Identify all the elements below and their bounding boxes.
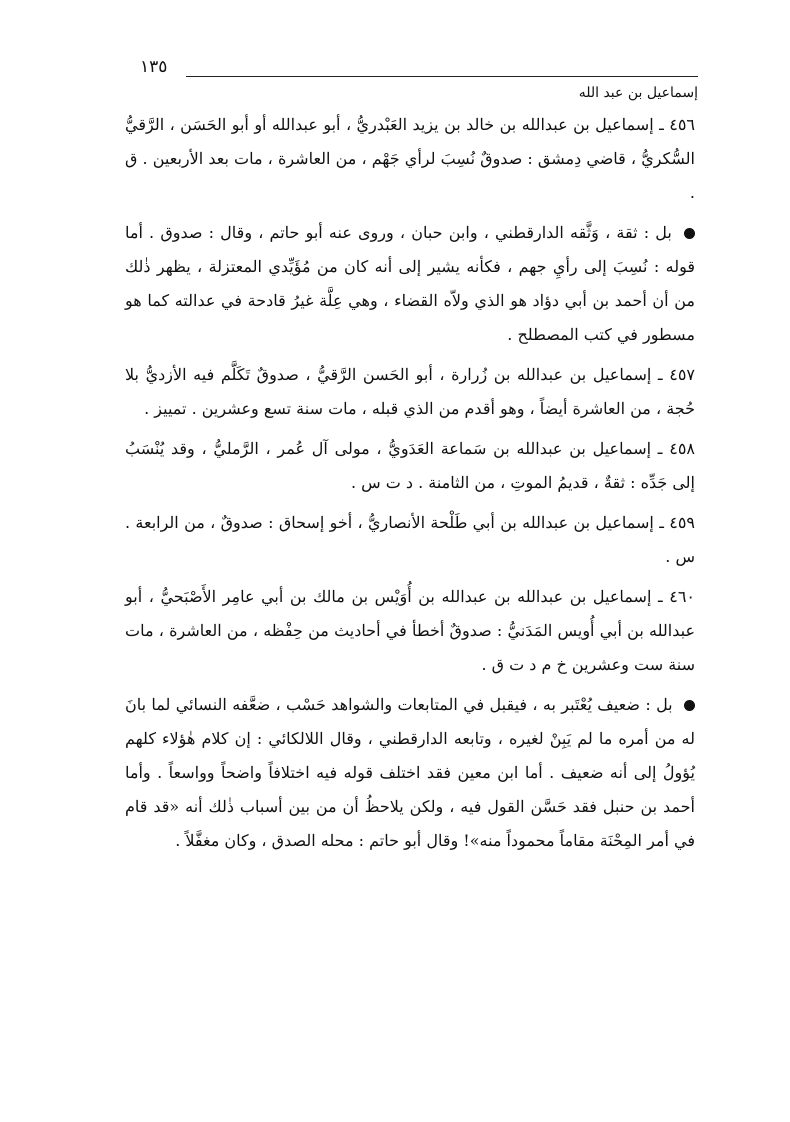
running-title: إسماعيل بن عبد الله [578,85,698,101]
comment-text: بل : ثقة ، وَثَّقه الدارقطني ، وابن حبان ، وروى عنه أبو حاتم ، وقال : صدوق . أما قوله : نُسِبَ إلى رأيِ جهم ، فكأنه يشير إلى أنه كان من مُؤَيِّدي المعتزلة ، يظهر ذٰلك من أن أحمد بن أبي دؤاد هو الذي ولاّه القضاء ، وهي عِلَّة غيرُ قادحة في عدالته كما هو مسطور في كتب المصطلح . [125,223,695,344]
comment-456 [125,216,695,352]
page-body [125,108,695,864]
entry-459 [125,506,695,574]
entry-text: ٤٥٦ ـ إسماعيل بن عبدالله بن خالد بن يزيد العَبْدريُّ ، أبو عبدالله أو أبو الحَسَن ، الرَّقيُّ السُّكريُّ ، قاضي دِمشق : صدوقٌ نُسِبَ لرأي جَهْم ، من العاشرة ، مات بعد الأربعين . ق . [125,115,695,202]
entry-text: ٤٥٨ ـ إسماعيل بن عبدالله بن سَماعة العَدَويُّ ، مولى آل عُمر ، الرَّمليُّ ، وقد يُنْسَبُ إلى جَدِّه : ثقةٌ ، قديمُ الموتِ ، من الثامنة . د ت س . [125,439,695,492]
entry-458 [125,432,695,500]
page-header [140,56,698,106]
entry-text: ٤٥٧ ـ إسماعيل بن عبدالله بن زُرارة ، أبو الحَسن الرَّقيُّ ، صدوقٌ تَكَلَّم فيه الأزديُّ بلا حُجة ، من العاشرة أيضاً ، وهو أقدم من الذي قبله ، مات سنة تسع وعشرين . تمييز . [125,365,695,418]
bullet-icon [684,700,695,711]
comment-text: بل : ضعيف يُعْتَبر به ، فيقبل في المتابعات والشواهد حَسْب ، ضعَّفه النسائي لما بانَ له من أمره ما لم يَبِنْ لغيره ، وتابعه الدارقطني ، وقال اللالكائي : إن كلام هٰؤلاء كلهم يُؤولُ إلى أنه ضعيف . أما ابن معين فقد اختلف قوله فيه اختلافاً واضحاً وواسعاً . وأما أحمد بن حنبل فقد حَسَّن القول فيه ، ولكن يلاحظُ أن من بين أسباب ذٰلك أنه «قد قام في أمر المِحْنَة مقاماً محموداً منه»! وقال أبو حاتم : محله الصدق ، وكان مغفَّلاً . [125,695,695,850]
entry-457 [125,358,695,426]
page-number: ١٣٥ [140,57,168,77]
header-rule [186,76,698,77]
entry-460 [125,580,695,682]
entry-456 [125,108,695,210]
entry-text: ٤٥٩ ـ إسماعيل بن عبدالله بن أبي طَلْحة الأنصاريُّ ، أخو إسحاق : صدوقٌ ، من الرابعة . س . [125,513,695,566]
bullet-icon [684,228,695,239]
entry-text: ٤٦٠ ـ إسماعيل بن عبدالله بن عبدالله بن أُوَيْس بن مالك بن أبي عامِر الأَصْبَحيُّ ، أبو عبدالله بن أبي أُويس المَدَنيُّ : صدوقٌ أخطأ في أحاديث من حِفْظه ، من العاشرة ، مات سنة ست وعشرين خ م د ت ق . [125,587,695,674]
comment-460 [125,688,695,858]
